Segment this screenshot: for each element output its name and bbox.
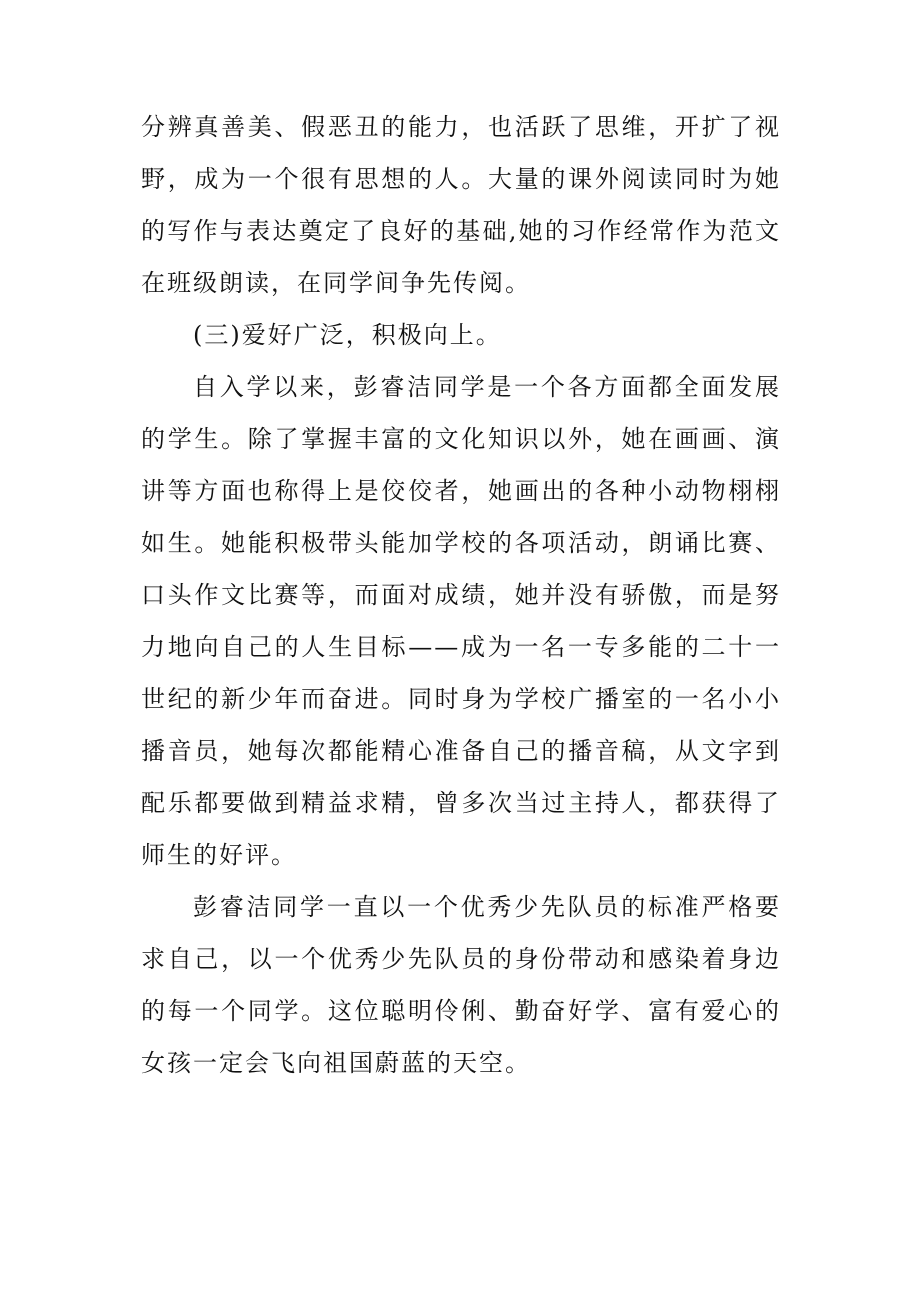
paragraph-all-round-development: 自入学以来，彭睿洁同学是一个各方面都全面发展的学生。除了掌握丰富的文化知识以外，她在画画、演讲等方面也称得上是佼佼者，她画出的各种小动物栩栩如生。她能积极带头能加学校的各项活动，朗诵比赛、口头作文比赛等，而面对成绩，她并没有骄傲，而是努力地向自己的人生目标——成为一名一专多能的二十一世纪的新少年而奋进。同时身为学校广播室的一名小小播音员，她每次都能精心准备自己的播音稿，从文字到配乐都要做到精益求精，曾多次当过主持人，都获得了师生的好评。 xyxy=(141,373,781,869)
paragraph-reading-benefits: 分辨真善美、假恶丑的能力，也活跃了思维，开扩了视野，成为一个很有思想的人。大量的课外阅读同时为她的写作与表达奠定了良好的基础,她的习作经常作为范文在班级朗读，在同学间争先传阅。 xyxy=(141,113,781,297)
paragraph-conclusion: 彭睿洁同学一直以一个优秀少先队员的标准严格要求自己，以一个优秀少先队员的身份带动和感染着身边的每一个同学。这位聪明伶俐、勤奋好学、富有爱心的女孩一定会飞向祖国蔚蓝的天空。 xyxy=(141,893,781,1077)
document-body xyxy=(141,101,781,1089)
section-heading-hobbies: (三)爱好广泛，积极向上。 xyxy=(193,321,502,349)
